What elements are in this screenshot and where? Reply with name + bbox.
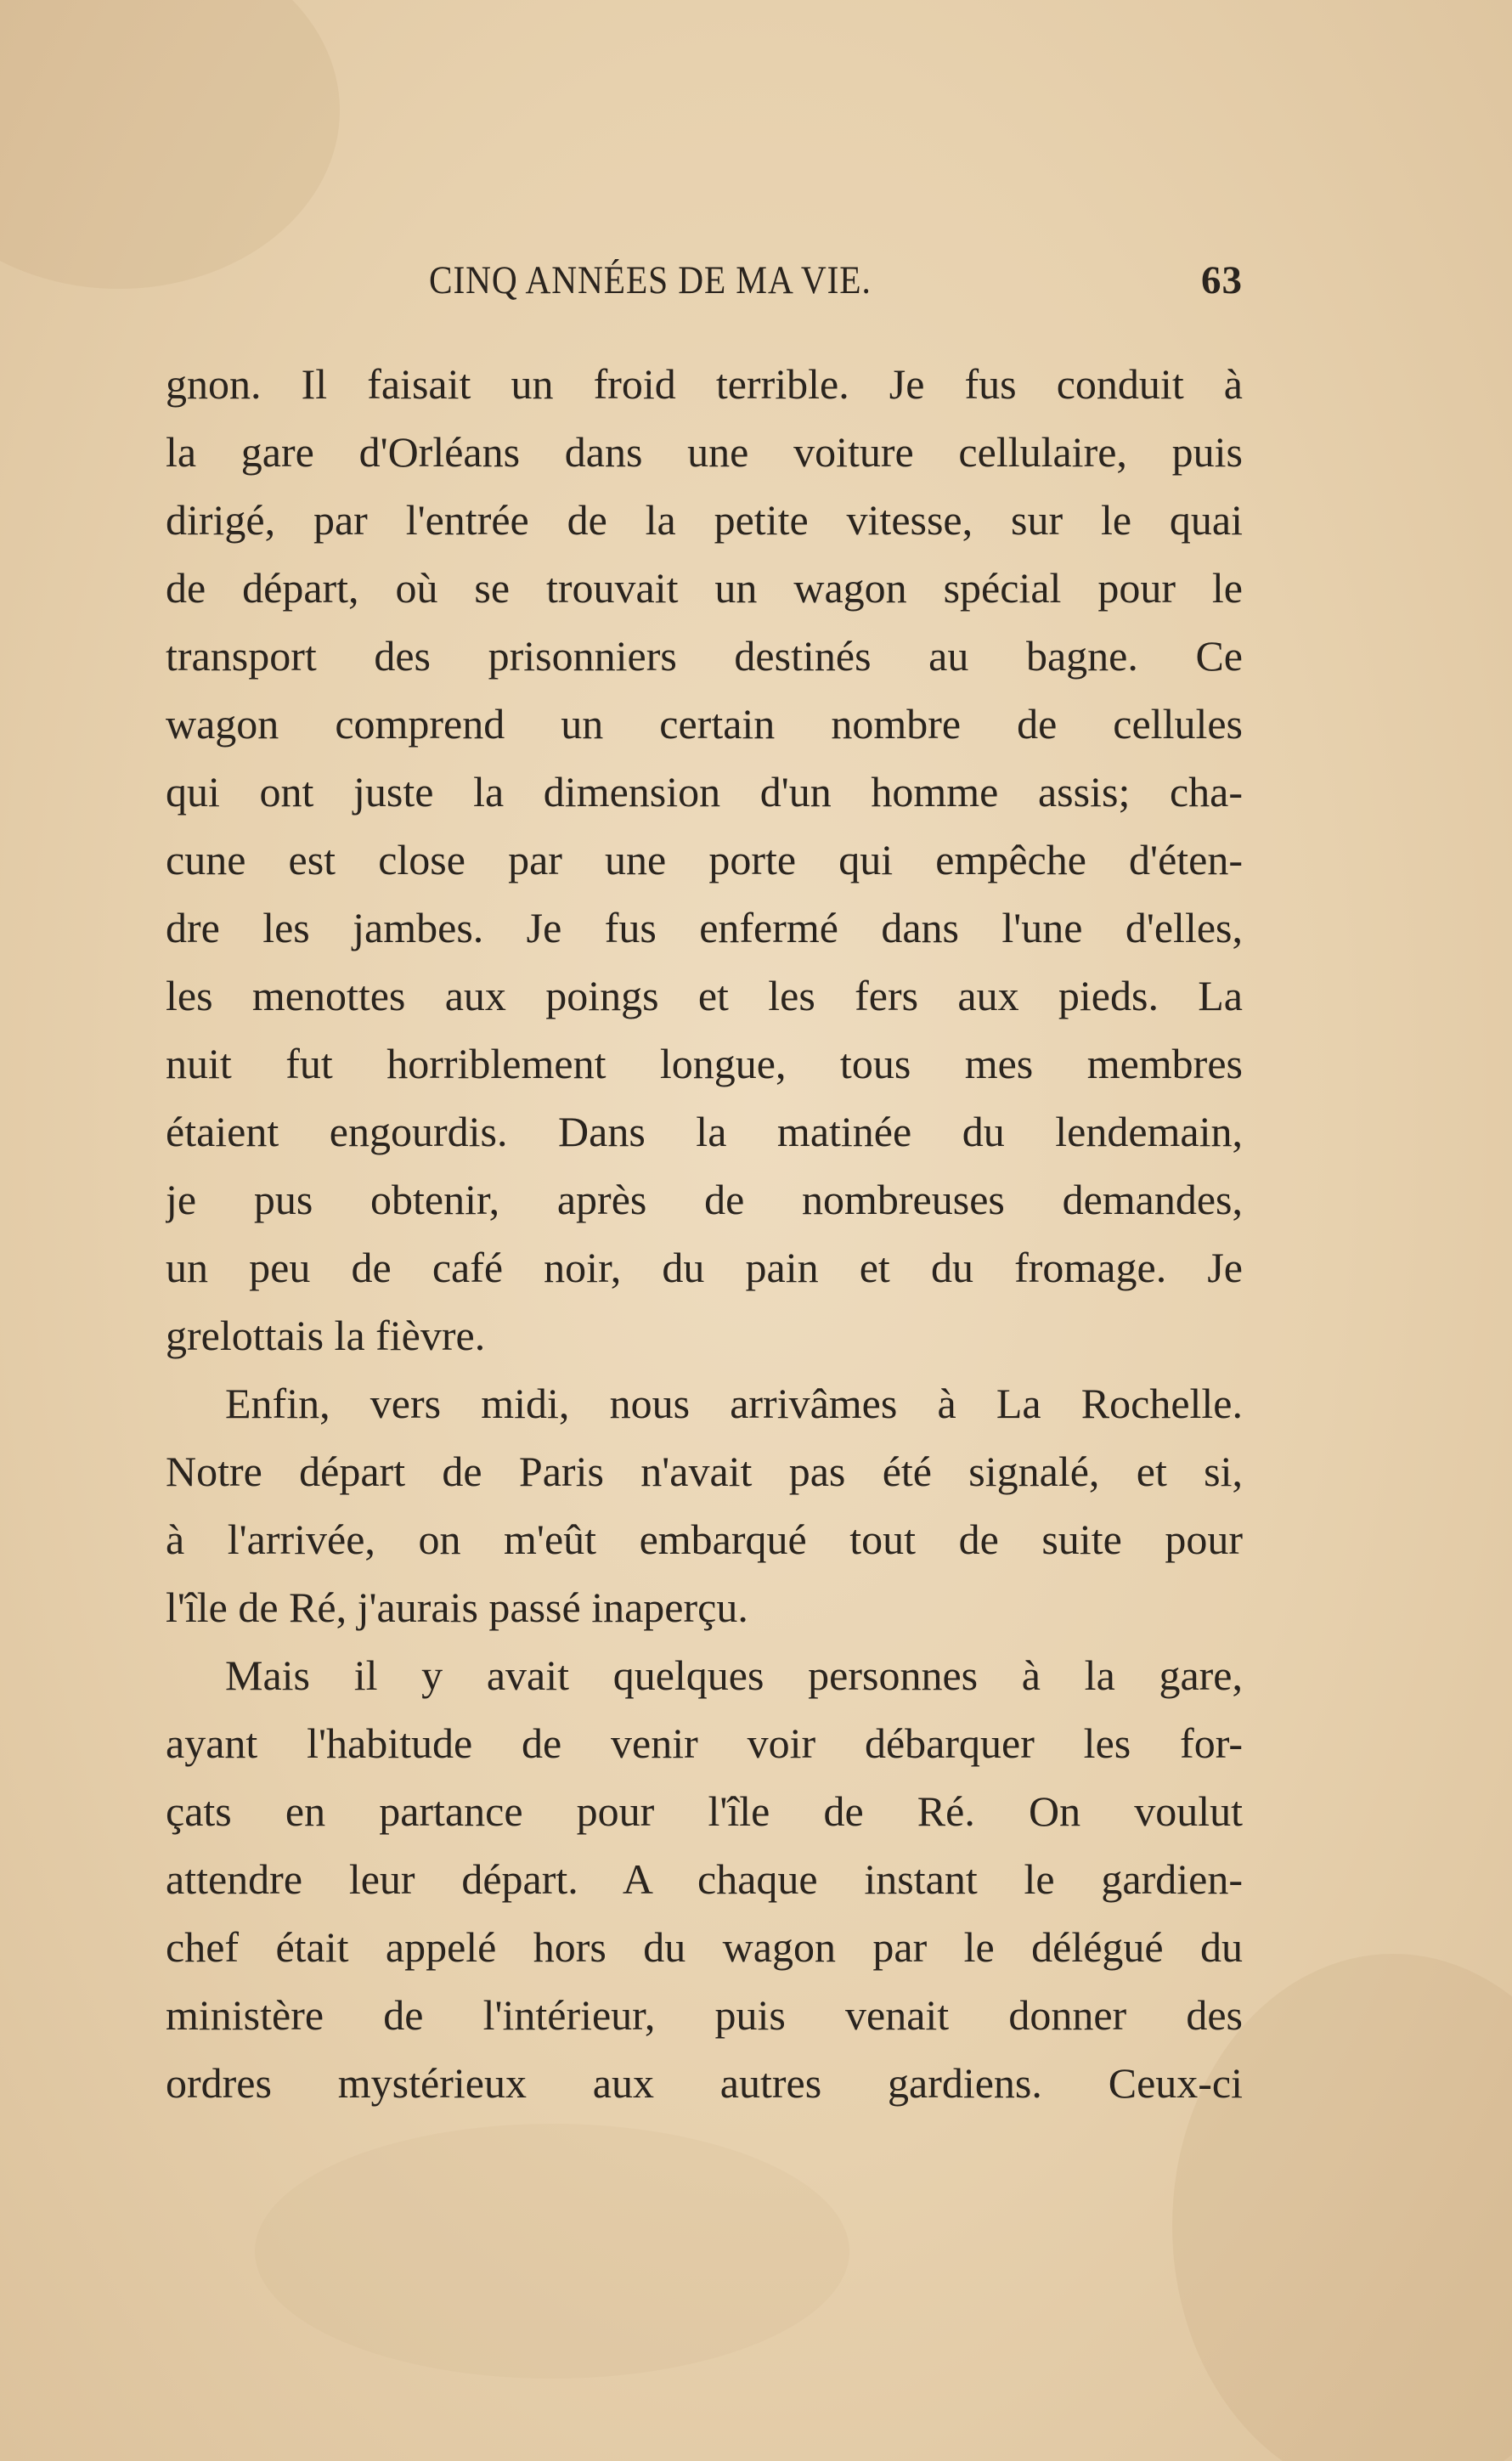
text-line: étaient engourdis. Dans la matinée du lendemain, <box>166 1108 1243 1155</box>
text-line: nuit fut horriblement longue, tous mes membres <box>166 1040 1243 1087</box>
text-line: je pus obtenir, après de nombreuses demandes, <box>166 1176 1243 1223</box>
text-line: ordres mystérieux aux autres gardiens. Ceux-ci <box>166 2059 1243 2107</box>
text-line: la gare d'Orléans dans une voiture cellulaire, puis <box>166 428 1243 476</box>
text-line: wagon comprend un certain nombre de cellules <box>166 700 1243 748</box>
running-title: CINQ ANNÉES DE MA VIE. <box>429 258 872 302</box>
text-line: cune est close par une porte qui empêche d'éten- <box>166 836 1243 883</box>
text-line: grelottais la fièvre. <box>166 1312 486 1359</box>
text-line: les menottes aux poings et les fers aux pieds. La <box>166 972 1243 1019</box>
text-line: ayant l'habitude de venir voir débarquer les for- <box>166 1719 1243 1767</box>
text-line: dre les jambes. Je fus enfermé dans l'une d'elles, <box>166 904 1243 951</box>
text-line: transport des prisonniers destinés au bagne. Ce <box>166 632 1243 680</box>
text-line: l'île de Ré, j'aurais passé inaperçu. <box>166 1583 748 1631</box>
paper-stain <box>0 0 340 289</box>
text-line: gnon. Il faisait un froid terrible. Je fus conduit à <box>166 360 1243 408</box>
running-header <box>166 257 1243 308</box>
text-line: qui ont juste la dimension d'un homme assis; cha- <box>166 768 1243 816</box>
text-line: chef était appelé hors du wagon par le délégué du <box>166 1923 1243 1971</box>
text-line: de départ, où se trouvait un wagon spécial pour le <box>166 564 1243 612</box>
text-line: attendre leur départ. A chaque instant le gardien- <box>166 1855 1243 1903</box>
page-number: 63 <box>1201 258 1243 302</box>
body-text <box>166 350 1243 2117</box>
text-line: un peu de café noir, du pain et du fromage. Je <box>166 1244 1243 1291</box>
paper-stain <box>255 2124 849 2379</box>
text-line: Enfin, vers midi, nous arrivâmes à La Rochelle. <box>225 1380 1243 1427</box>
text-line: ministère de l'intérieur, puis venait donner des <box>166 1991 1243 2039</box>
text-line: à l'arrivée, on m'eût embarqué tout de suite pour <box>166 1516 1243 1563</box>
text-line: dirigé, par l'entrée de la petite vitesse, sur le quai <box>166 496 1243 544</box>
text-line: Mais il y avait quelques personnes à la gare, <box>225 1651 1243 1699</box>
text-line: Notre départ de Paris n'avait pas été signalé, et si, <box>166 1448 1243 1495</box>
text-line: çats en partance pour l'île de Ré. On voulut <box>166 1787 1243 1835</box>
